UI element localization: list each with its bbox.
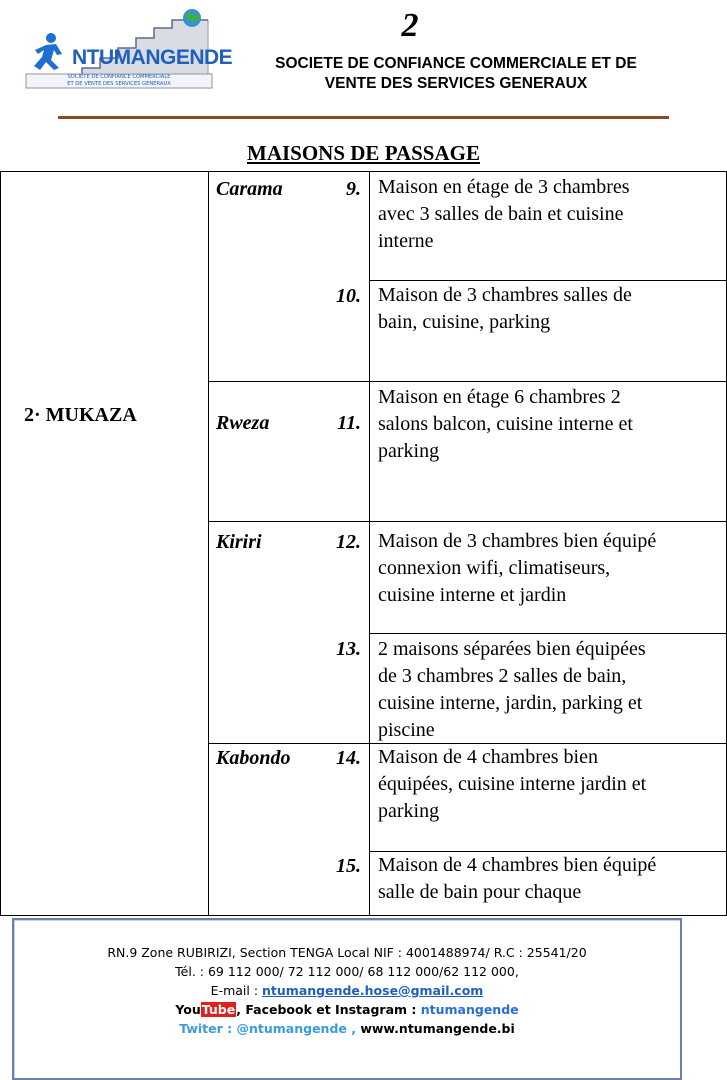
item-number: 14. (336, 747, 361, 769)
houses-table (0, 171, 727, 916)
description-line: équipées, cuisine interne jardin et (378, 773, 647, 795)
description-line: Maison de 3 chambres salles de (378, 284, 632, 306)
description-line: parking (378, 800, 440, 822)
item-number: 10. (336, 285, 361, 307)
row-divider (369, 280, 727, 281)
item-number: 9. (346, 178, 361, 200)
item-description (378, 528, 723, 609)
item-description (378, 636, 723, 744)
footer-address: RN.9 Zone RUBIRIZI, Section TENGA Local NIF : 4001488974/ R.C : 25541/20 (107, 945, 587, 960)
description-line: bain, cuisine, parking (378, 311, 551, 333)
item-description (378, 852, 723, 906)
district-name: 2· MUKAZA (24, 404, 137, 426)
table-border-left (0, 171, 1, 916)
table-border-top (0, 171, 727, 172)
footer-contact-box (12, 918, 682, 1080)
youtube-logo-tube[interactable]: Tube (201, 1002, 236, 1017)
youtube-logo-you[interactable]: You (175, 1002, 201, 1017)
header-rule (58, 116, 669, 119)
description-line: piscine (378, 719, 435, 741)
email-label: E-mail : (210, 983, 263, 998)
item-description (378, 174, 723, 255)
description-line: avec 3 salles de bain et cuisine (378, 203, 624, 225)
description-line: connexion wifi, climatiseurs, (378, 557, 611, 579)
logo-subtitle-2: ET DE VENTE DES SERVICES GENERAUX (67, 81, 171, 87)
description-line: parking (378, 440, 440, 462)
item-number: 13. (336, 638, 361, 660)
row-divider (208, 521, 727, 522)
description-line: interne (378, 230, 434, 252)
description-line: 2 maisons séparées bien équipées (378, 638, 646, 660)
social-text: , Facebook et Instagram : (236, 1002, 421, 1017)
location-name: Rweza (216, 412, 270, 434)
company-name (230, 54, 682, 94)
logo-text: NTUMANGENDE (72, 46, 233, 69)
footer-phones: Tél. : 69 112 000/ 72 112 000/ 68 112 000/62 112 000, (175, 964, 519, 979)
website-link[interactable]: www.ntumangende.bi (360, 1021, 515, 1036)
email-link[interactable]: ntumangende.hose@gmail.com (262, 983, 484, 998)
row-divider (369, 633, 727, 634)
description-line: Maison en étage 6 chambres 2 (378, 386, 621, 408)
description-line: cuisine interne et jardin (378, 584, 567, 606)
description-line: Maison en étage de 3 chambres (378, 176, 630, 198)
description-line: Maison de 4 chambres bien (378, 746, 598, 768)
item-number: 15. (336, 855, 361, 877)
description-line: Maison de 3 chambres bien équipé (378, 530, 657, 552)
footer-email-line (14, 982, 680, 1000)
company-line-2: VENTE DES SERVICES GENERAUX (324, 75, 588, 92)
company-logo (24, 8, 233, 90)
table-divider-description (369, 171, 370, 916)
logo-subtitle-1: SOCIETE DE CONFIANCE COMMERCIALE (67, 74, 171, 80)
description-line: salle de bain pour chaque (378, 881, 582, 903)
location-name: Kabondo (216, 747, 291, 769)
location-name: Kiriri (216, 531, 262, 553)
page-number: 2 (401, 7, 419, 44)
table-border-bottom (0, 915, 727, 916)
twitter-handle[interactable]: Twiter : @ntumangende , (179, 1021, 361, 1036)
description-line: de 3 chambres 2 salles de bain, (378, 665, 627, 687)
row-divider (208, 381, 727, 382)
company-line-1: SOCIETE DE CONFIANCE COMMERCIALE ET DE (275, 55, 637, 72)
description-line: salons balcon, cuisine interne et (378, 413, 633, 435)
description-line: cuisine interne, jardin, parking et (378, 692, 643, 714)
item-number: 11. (337, 412, 361, 434)
social-handle[interactable]: ntumangende (420, 1002, 519, 1017)
item-description (378, 282, 723, 336)
document-title: MAISONS DE PASSAGE (247, 141, 480, 165)
item-description (378, 384, 723, 465)
footer-twitter-line (14, 1020, 680, 1038)
location-name: Carama (216, 178, 283, 200)
item-description (378, 744, 723, 825)
description-line: Maison de 4 chambres bien équipé (378, 854, 657, 876)
table-divider-district (208, 171, 209, 916)
footer-social-line (14, 1001, 680, 1019)
item-number: 12. (336, 531, 361, 553)
